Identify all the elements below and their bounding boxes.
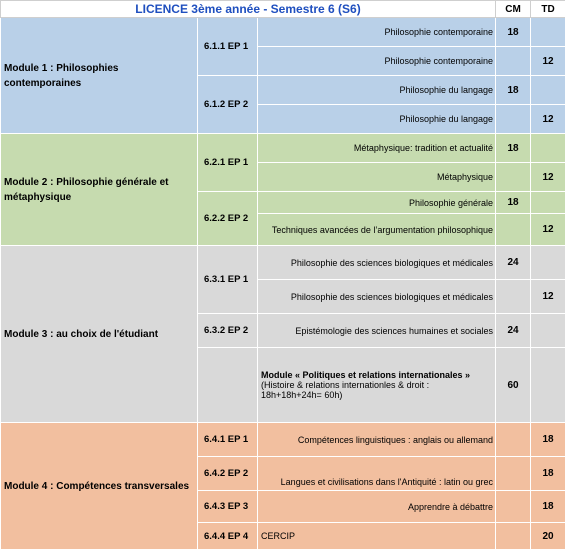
ec-label: Philosophie générale — [258, 192, 496, 214]
ec-detail-line: 18h+18h+24h= 60h) — [261, 390, 343, 400]
cm-hours — [496, 491, 531, 523]
td-hours: 12 — [531, 47, 565, 76]
cm-hours — [496, 523, 531, 550]
td-hours: 12 — [531, 214, 565, 246]
td-hours — [531, 246, 565, 280]
ec-label: Epistémologie des sciences humaines et sociales — [258, 314, 496, 348]
ep-code: 6.2.2 EP 2 — [198, 192, 258, 246]
ec-label: Philosophie des sciences biologiques et médicales — [258, 246, 496, 280]
td-hours: 20 — [531, 523, 565, 550]
td-hours: 18 — [531, 457, 565, 491]
cm-hours: 18 — [496, 192, 531, 214]
cm-hours — [496, 280, 531, 314]
td-hours — [531, 348, 565, 423]
ep-code — [198, 348, 258, 423]
ep-code: 6.1.2 EP 2 — [198, 76, 258, 134]
ec-label: Philosophie contemporaine — [258, 18, 496, 47]
cm-hours — [496, 423, 531, 457]
cm-hours — [496, 105, 531, 134]
module-3-name: Module 3 : au choix de l'étudiant — [1, 246, 198, 423]
module-4-name: Module 4 : Compétences transversales — [1, 423, 198, 550]
ec-label: Philosophie contemporaine — [258, 47, 496, 76]
table-title: LICENCE 3ème année - Semestre 6 (S6) — [1, 1, 496, 18]
td-hours: 12 — [531, 163, 565, 192]
ec-label: Métaphysique: tradition et actualité — [258, 134, 496, 163]
cm-hours: 18 — [496, 134, 531, 163]
cm-hours: 24 — [496, 246, 531, 280]
ep-code: 6.1.1 EP 1 — [198, 18, 258, 76]
ec-label — [258, 348, 496, 423]
cm-hours — [496, 214, 531, 246]
table-row — [1, 134, 565, 163]
ec-label: Apprendre à débattre — [258, 491, 496, 523]
ec-label: Métaphysique — [258, 163, 496, 192]
td-hours: 18 — [531, 491, 565, 523]
td-hours — [531, 314, 565, 348]
ec-label: Techniques avancées de l’argumentation philosophique — [258, 214, 496, 246]
ec-label: Philosophie du langage — [258, 105, 496, 134]
cm-hours: 60 — [496, 348, 531, 423]
ep-code: 6.4.2 EP 2 — [198, 457, 258, 491]
ep-code: 6.3.1 EP 1 — [198, 246, 258, 314]
cm-column-header: CM — [496, 1, 531, 18]
ec-title: Module « Politiques et relations internationales » — [261, 370, 471, 380]
ep-code: 6.3.2 EP 2 — [198, 314, 258, 348]
ec-label: Compétences linguistiques : anglais ou allemand — [258, 423, 496, 457]
td-hours — [531, 134, 565, 163]
td-hours — [531, 192, 565, 214]
ec-label: Philosophie des sciences biologiques et médicales — [258, 280, 496, 314]
cm-hours — [496, 457, 531, 491]
module-1-name: Module 1 : Philosophies contemporaines — [1, 18, 198, 134]
ec-label: Philosophie du langage — [258, 76, 496, 105]
ec-detail-line: (Histoire & relations internationles & droit : — [261, 380, 430, 390]
td-column-header: TD — [531, 1, 565, 18]
cm-hours: 24 — [496, 314, 531, 348]
table-row — [1, 246, 565, 280]
cm-hours: 18 — [496, 76, 531, 105]
td-hours — [531, 76, 565, 105]
td-hours: 12 — [531, 280, 565, 314]
table-row — [1, 18, 565, 47]
ec-label: Langues et civilisations dans l'Antiquité : latin ou grec — [258, 457, 496, 491]
cm-hours — [496, 47, 531, 76]
ep-code: 6.4.3 EP 3 — [198, 491, 258, 523]
table-row — [1, 423, 565, 457]
td-hours: 12 — [531, 105, 565, 134]
module-2-name: Module 2 : Philosophie générale et métaphysique — [1, 134, 198, 246]
td-hours — [531, 18, 565, 47]
cm-hours — [496, 163, 531, 192]
ep-code: 6.2.1 EP 1 — [198, 134, 258, 192]
ec-label: CERCIP — [258, 523, 496, 550]
ep-code: 6.4.4 EP 4 — [198, 523, 258, 550]
td-hours: 18 — [531, 423, 565, 457]
ep-code: 6.4.1 EP 1 — [198, 423, 258, 457]
header-row — [1, 1, 565, 18]
cm-hours: 18 — [496, 18, 531, 47]
